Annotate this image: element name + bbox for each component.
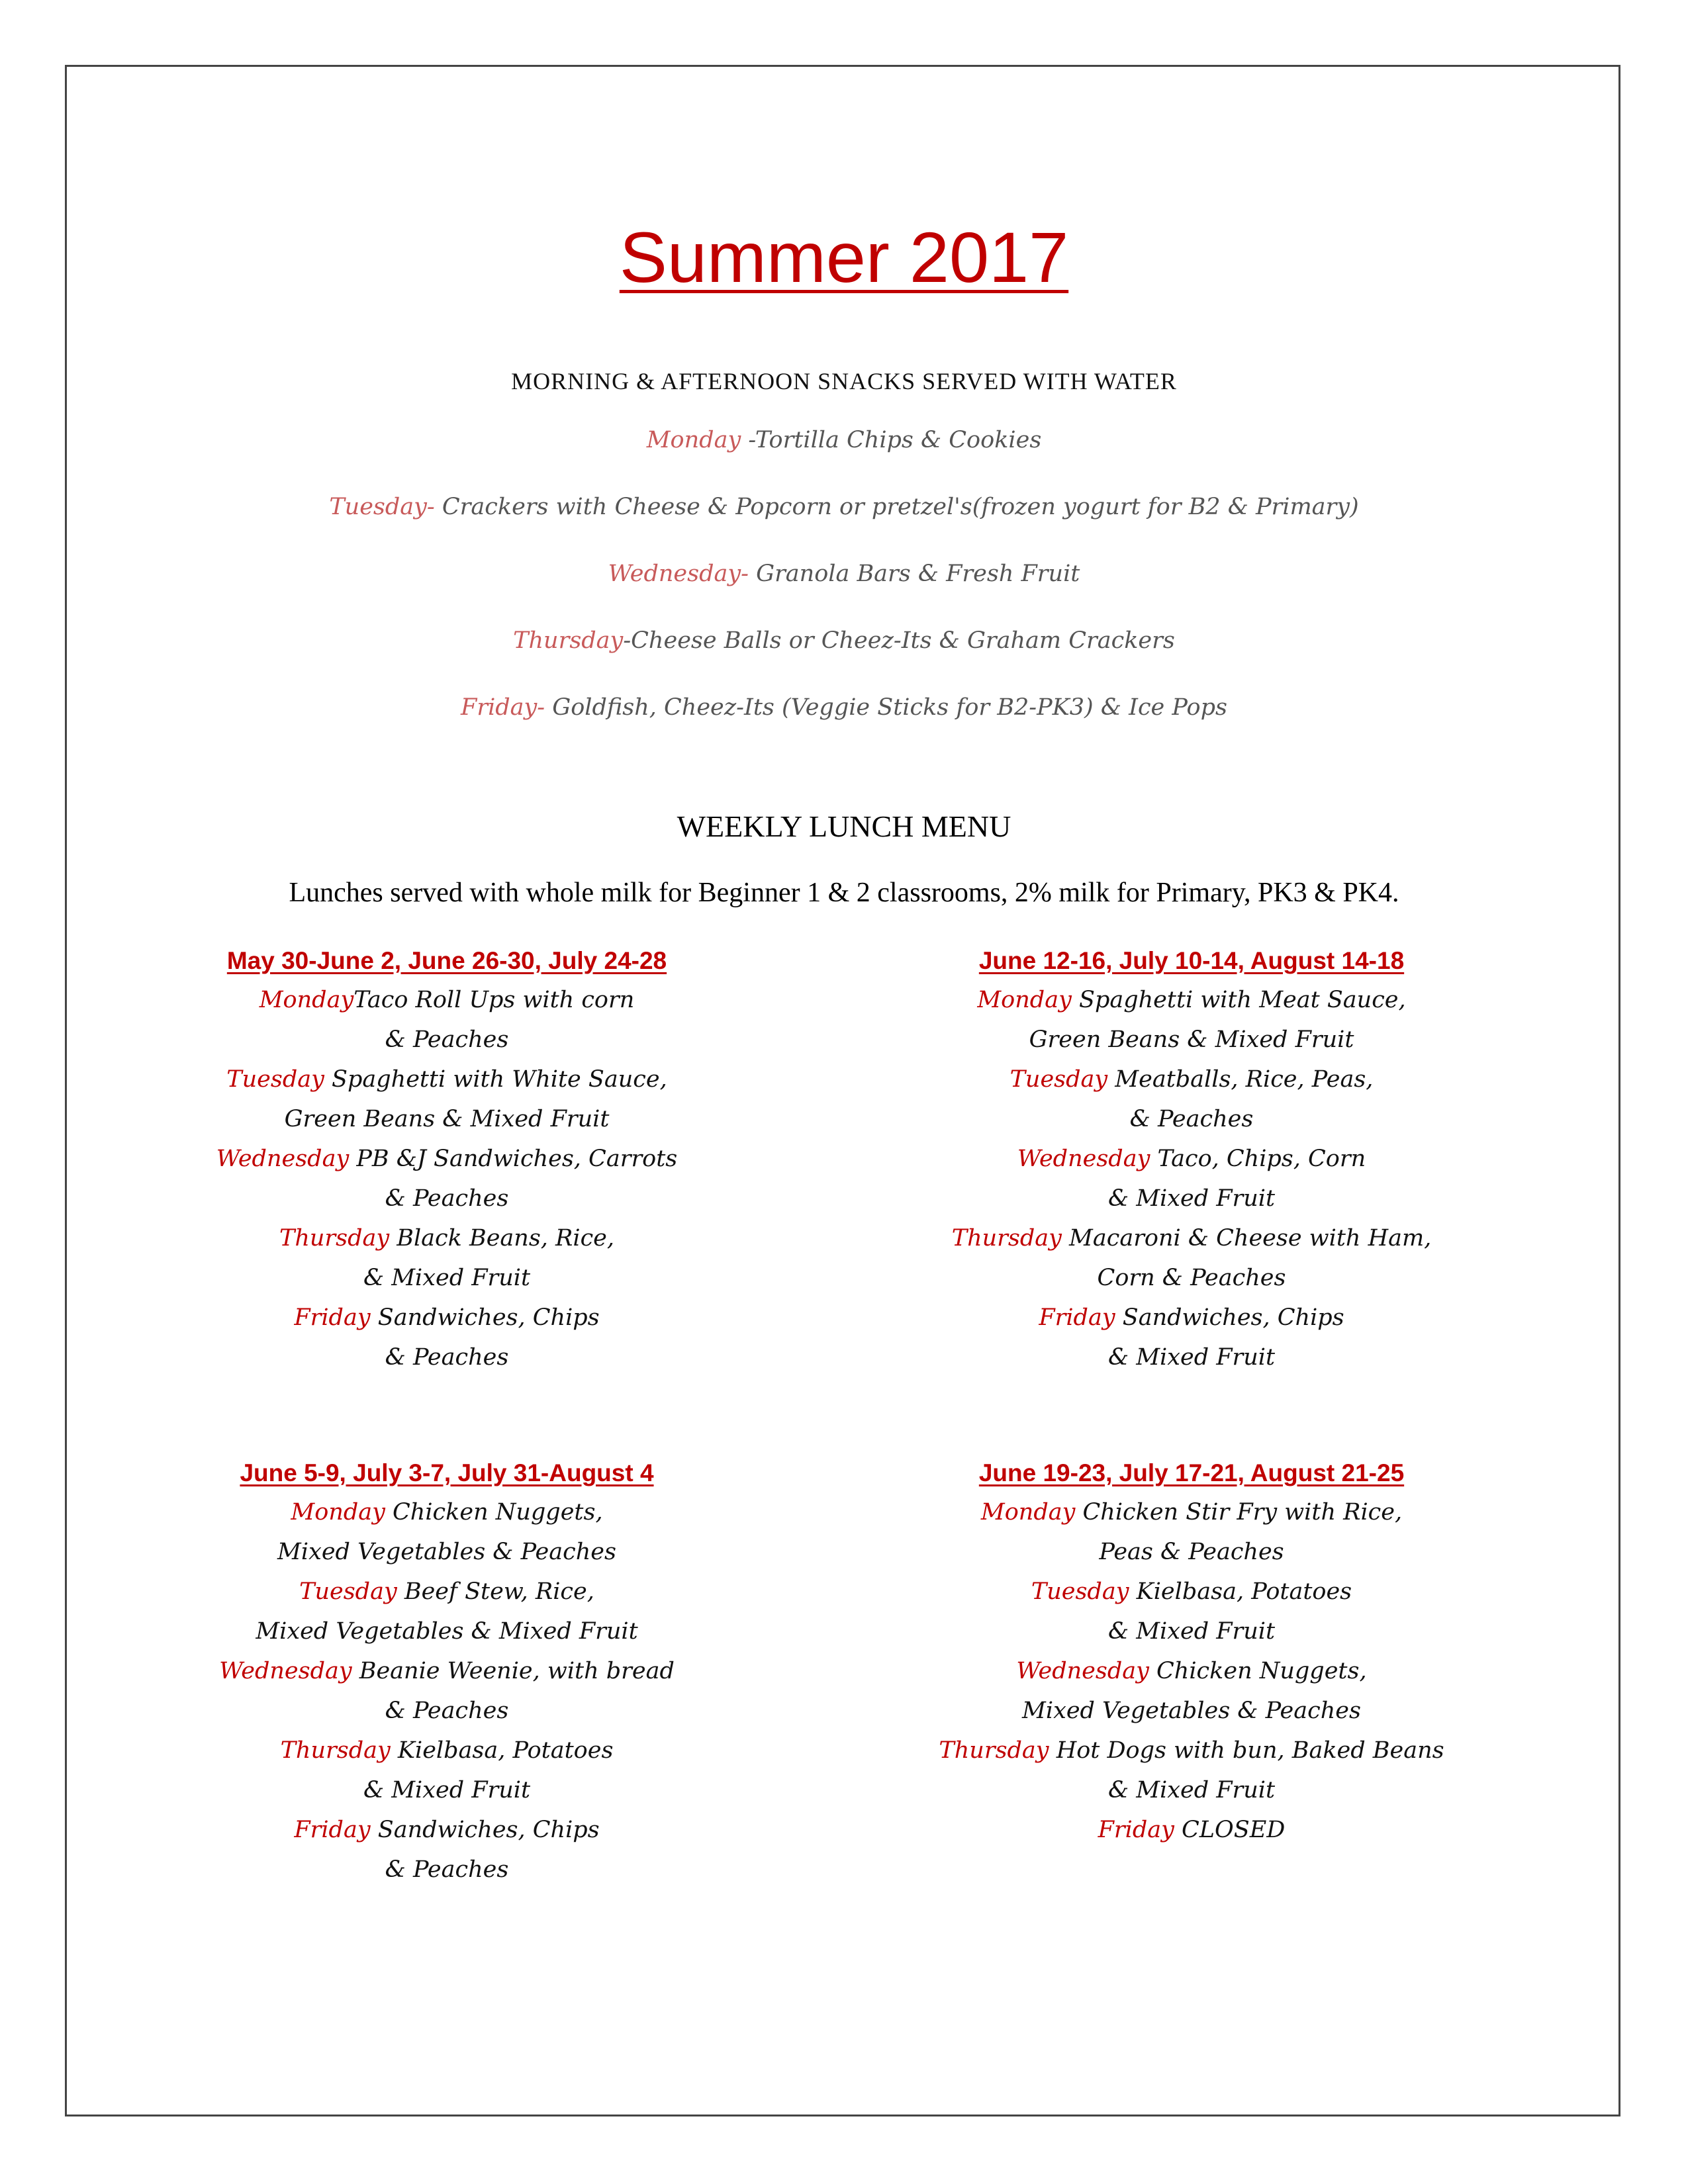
menu-line: Tuesday Beef Stew, Rice,: [299, 1578, 594, 1605]
menu-line: Peas & Peaches: [1099, 1539, 1284, 1565]
menu-line: & Peaches: [385, 1026, 509, 1053]
snack-line-tuesday: Tuesday- Crackers with Cheese & Popcorn or pretzel's(frozen yogurt for B2 & Primary): [329, 494, 1359, 520]
week-block-1: [76, 942, 818, 1377]
menu-line: & Mixed Fruit: [1107, 1185, 1276, 1212]
menu-line: Wednesday Chicken Nuggets,: [1016, 1658, 1367, 1684]
menu-line: & Mixed Fruit: [1107, 1344, 1276, 1371]
menu-line: & Peaches: [385, 1856, 509, 1883]
menu-line: Wednesday PB &J Sandwiches, Carrots: [216, 1146, 678, 1172]
menu-line: Tuesday Kielbasa, Potatoes: [1031, 1578, 1352, 1605]
menu-line: Thursday Macaroni & Cheese with Ham,: [951, 1225, 1432, 1251]
menu-line: Friday Sandwiches, Chips: [1039, 1304, 1344, 1331]
menu-line: Thursday Black Beans, Rice,: [279, 1225, 615, 1251]
menu-line: Corn & Peaches: [1097, 1265, 1286, 1291]
menu-line: Monday Spaghetti with Meat Sauce,: [977, 987, 1406, 1013]
menu-line: Friday Sandwiches, Chips: [294, 1304, 600, 1331]
week-block-2: [821, 942, 1562, 1377]
week-dates: June 19-23, July 17-21, August 21-25: [978, 1459, 1405, 1486]
menu-line: Mixed Vegetables & Mixed Fruit: [256, 1618, 638, 1645]
menu-line: & Mixed Fruit: [1107, 1777, 1276, 1803]
menu-line: Monday Chicken Stir Fry with Rice,: [980, 1499, 1403, 1525]
week-dates: June 5-9, July 3-7, July 31-August 4: [240, 1459, 654, 1486]
menu-line: & Peaches: [1129, 1106, 1254, 1132]
menu-line: Wednesday Taco, Chips, Corn: [1017, 1146, 1366, 1172]
snack-line-wednesday: Wednesday- Granola Bars & Fresh Fruit: [608, 561, 1080, 587]
menu-line: Friday Sandwiches, Chips: [294, 1817, 600, 1843]
menu-line: MondayTaco Roll Ups with corn: [259, 987, 635, 1013]
week-block-3: [76, 1454, 818, 1889]
menu-line: Green Beans & Mixed Fruit: [1029, 1026, 1354, 1053]
menu-line: & Peaches: [385, 1185, 509, 1212]
week-block-4: [821, 1454, 1562, 1850]
week-dates: June 12-16, July 10-14, August 14-18: [978, 947, 1405, 974]
menu-line: Tuesday Spaghetti with White Sauce,: [226, 1066, 667, 1093]
snack-line-thursday: Thursday-Cheese Balls or Cheez-Its & Graham Crackers: [513, 627, 1175, 654]
menu-line: Tuesday Meatballs, Rice, Peas,: [1009, 1066, 1374, 1093]
menu-line: Mixed Vegetables & Peaches: [277, 1539, 616, 1565]
menu-line: Mixed Vegetables & Peaches: [1022, 1698, 1361, 1724]
snack-line-friday: Friday- Goldfish, Cheez-Its (Veggie Sticks for B2-PK3) & Ice Pops: [461, 694, 1227, 721]
menu-line: Thursday Kielbasa, Potatoes: [280, 1737, 614, 1764]
menu-line: Thursday Hot Dogs with bun, Baked Beans: [939, 1737, 1444, 1764]
snack-line-monday: Monday -Tortilla Chips & Cookies: [646, 427, 1042, 453]
menu-line: Green Beans & Mixed Fruit: [284, 1106, 610, 1132]
lunch-note: Lunches served with whole milk for Beginner 1 & 2 classrooms, 2% milk for Primary, PK3 & PK4.: [289, 878, 1399, 908]
page-title: Summer 2017: [619, 217, 1069, 297]
menu-line: Monday Chicken Nuggets,: [291, 1499, 603, 1525]
menu-line: & Peaches: [385, 1698, 509, 1724]
lunch-heading: WEEKLY LUNCH MENU: [677, 809, 1011, 843]
menu-line: & Mixed Fruit: [363, 1265, 531, 1291]
snacks-heading: MORNING & AFTERNOON SNACKS SERVED WITH WATER: [511, 368, 1177, 394]
menu-line: Wednesday Beanie Weenie, with bread: [219, 1658, 675, 1684]
menu-line: & Peaches: [385, 1344, 509, 1371]
menu-line: & Mixed Fruit: [363, 1777, 531, 1803]
week-dates: May 30-June 2, June 26-30, July 24-28: [226, 947, 667, 974]
menu-line: & Mixed Fruit: [1107, 1618, 1276, 1645]
menu-line: Friday CLOSED: [1098, 1817, 1286, 1843]
